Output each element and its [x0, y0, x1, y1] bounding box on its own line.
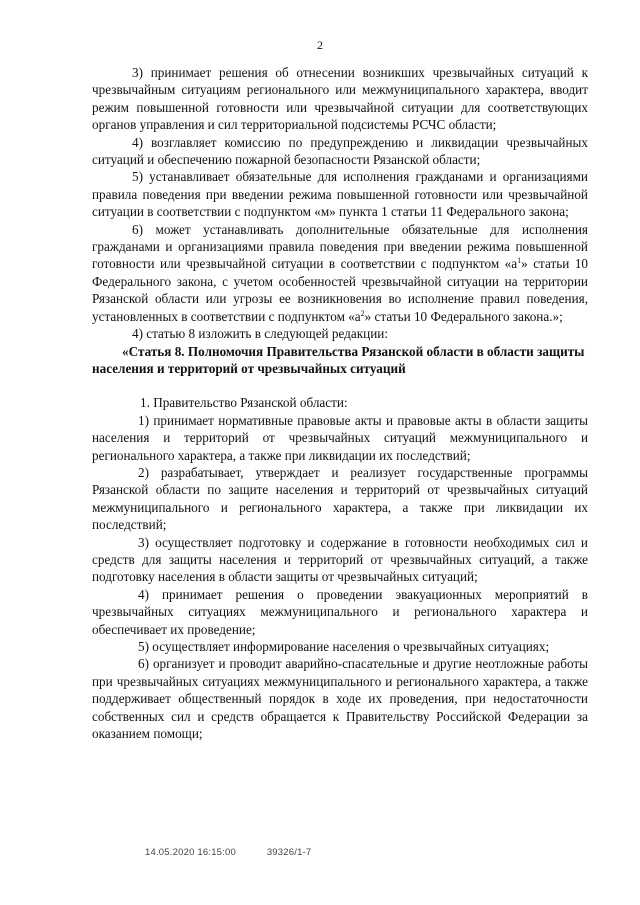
article-subitem: 5) осуществляет информирование населения о чрезвычайных ситуациях; — [138, 639, 550, 654]
document-footer-stamp — [145, 847, 339, 858]
article-heading: «Статья 8. Полномочия Правительства Рязанской области в области защиты населения и территорий от чрезвычайных ситуаций — [92, 343, 585, 376]
article-subitem: 6) организует и проводит аварийно-спасательные и другие неотложные работы при чрезвычайных ситуациях межмуниципального и регионального характера, а также поддерживает общественный порядок в ходе их проведения, при недостаточности собственных сил и средств обращается к Правительству Российской Федерации за оказанием помощи; — [92, 656, 588, 742]
paragraph-item-5: 5) устанавливает обязательные для исполнения гражданами и организациями правила поведения при введении режима повышенной готовности или чрезвычайной ситуации в соответствии с подпунктом «м» пункта 1 статьи 11 Федерального закона; — [92, 169, 588, 220]
article-subitem: 3) осуществляет подготовку и содержание в готовности необходимых сил и средств для защиты населения и территорий от чрезвычайных ситуаций, а также подготовку населения в области защиты от чрезвычайных ситуаций; — [92, 534, 588, 585]
footer-timestamp: 14.05.2020 16:15:00 — [145, 847, 236, 858]
paragraph-item-6: 6) может устанавливать дополнительные обязательные для исполнения гражданами и организациями правила поведения при введении режима повышенной готовности или чрезвычайной ситуации в соответствии с подпунктом «$а^1$» статьи 10 Федерального закона, с учетом особенностей чрезвычайной ситуации на территории Рязанской области или угрозы ее возникновения во исполнение правил поведения, установленных в соответствии с подпунктом «$а^2$» статьи 10 Федерального закона.»; — [92, 221, 589, 324]
amendment-instruction: 4) статью 8 изложить в следующей редакции: — [132, 326, 388, 342]
article-subitem: 1) принимает нормативные правовые акты и правовые акты в области защиты населения и территорий от чрезвычайных ситуаций межмуниципального и регионального характера, а также при ликвидации их последствий; — [92, 412, 588, 463]
article-point-1: 1. Правительство Рязанской области: — [140, 395, 348, 411]
paragraph-item-4: 4) возглавляет комиссию по предупреждению и ликвидации чрезвычайных ситуаций и обеспечению пожарной безопасности Рязанской области; — [92, 134, 588, 168]
article-subitem: 4) принимает решения о проведении эвакуационных мероприятий в чрезвычайных ситуациях межмуниципального и регионального характера и обеспечивает их проведение; — [92, 586, 588, 637]
paragraph-item-3: 3) принимает решения об отнесении возникших чрезвычайных ситуаций к чрезвычайным ситуациям регионального или межмуниципального характера, вводит режим повышенной готовности или чрезвычайной ситуации для соответствующих органов управления и сил территориальной подсистемы РСЧС области; — [92, 65, 588, 133]
footer-document-number: 39326/1-7 — [266, 847, 312, 858]
document-body — [92, 64, 588, 742]
page-number: 2 — [317, 38, 323, 52]
article-subitem: 2) разрабатывает, утверждает и реализует государственные программы Рязанской области по защите населения и территорий от чрезвычайных ситуаций межмуниципального и регионального характера, а также при ликвидации их последствий; — [92, 464, 588, 533]
